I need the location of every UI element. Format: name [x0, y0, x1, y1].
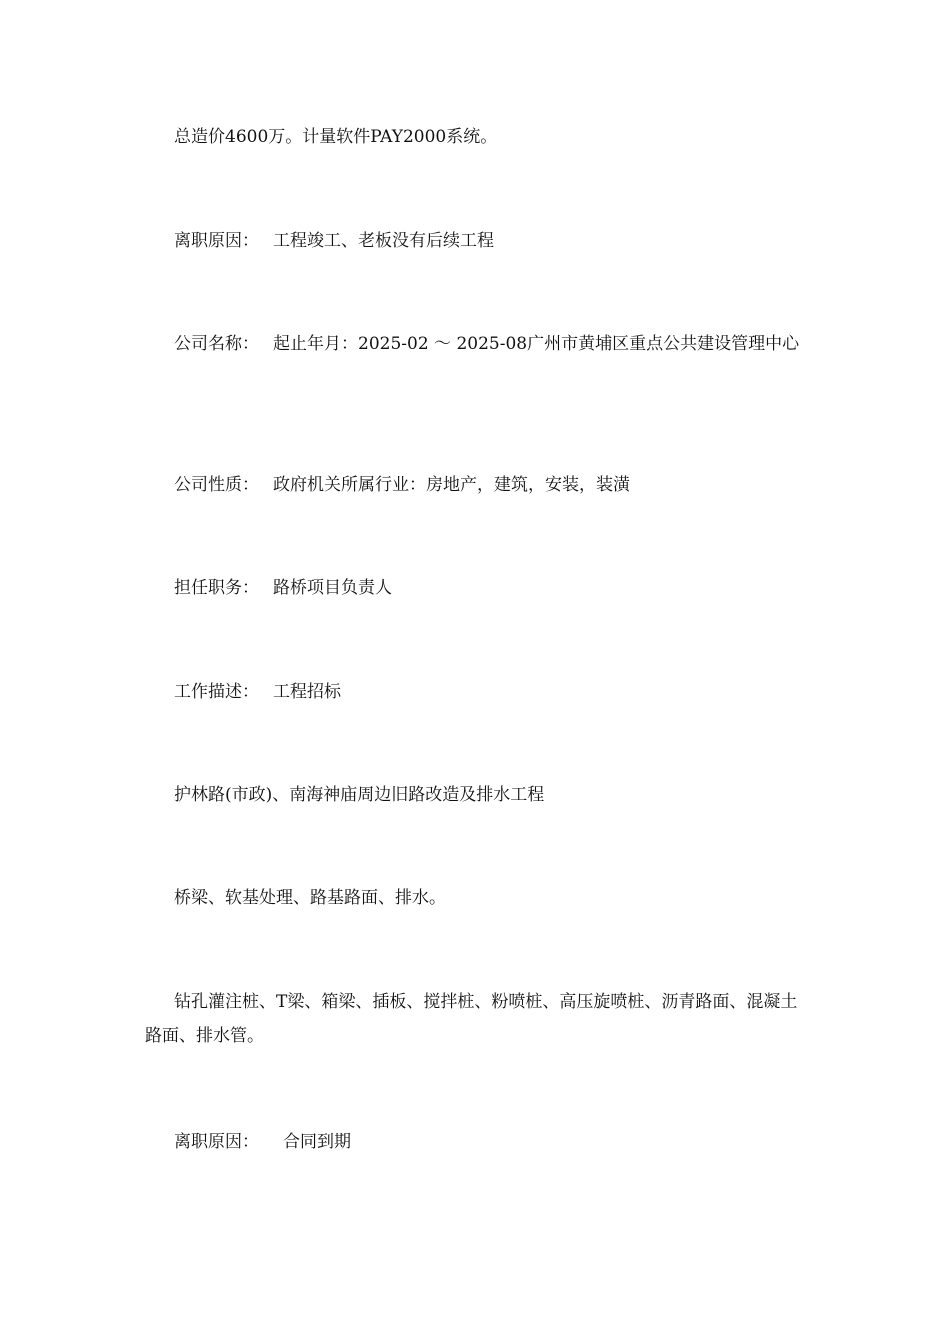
position-paragraph	[145, 571, 813, 605]
leave-reason-2-value: 合同到期	[283, 1132, 351, 1152]
company-name-paragraph	[145, 327, 813, 361]
leave-reason-label: 离职原因：	[174, 231, 259, 251]
job-description-value: 工程招标	[273, 682, 341, 702]
company-name-label: 公司名称：	[174, 334, 259, 354]
job-description-paragraph	[145, 675, 813, 709]
leave-reason-paragraph	[145, 224, 813, 258]
company-name-value: 起止年月：2025-02 ～ 2025-08广州市黄埔区重点公共建设管理中心	[273, 334, 800, 354]
cost-paragraph: 总造价4600万。计量软件PAY2000系统。	[174, 127, 498, 147]
leave-reason-2-paragraph	[145, 1125, 813, 1159]
company-nature-label: 公司性质：	[174, 475, 259, 495]
job-description-label: 工作描述：	[174, 682, 259, 702]
project-name-paragraph: 护林路(市政)、南海神庙周边旧路改造及排水工程	[174, 785, 545, 805]
company-nature-paragraph	[145, 468, 813, 502]
company-nature-value: 政府机关所属行业：房地产，建筑，安装，装潢	[273, 475, 630, 495]
leave-reason-2-label: 离职原因：	[174, 1132, 259, 1152]
project-scope-paragraph: 桥梁、软基处理、路基路面、排水。	[174, 888, 446, 908]
position-value: 路桥项目负责人	[273, 578, 392, 598]
construction-items-paragraph: 钻孔灌注桩、T梁、箱梁、插板、搅拌桩、粉喷桩、高压旋喷桩、沥青路面、混凝土路面、排水管。	[145, 992, 798, 1046]
leave-reason-value: 工程竣工、老板没有后续工程	[273, 231, 494, 251]
position-label: 担任职务：	[174, 578, 259, 598]
